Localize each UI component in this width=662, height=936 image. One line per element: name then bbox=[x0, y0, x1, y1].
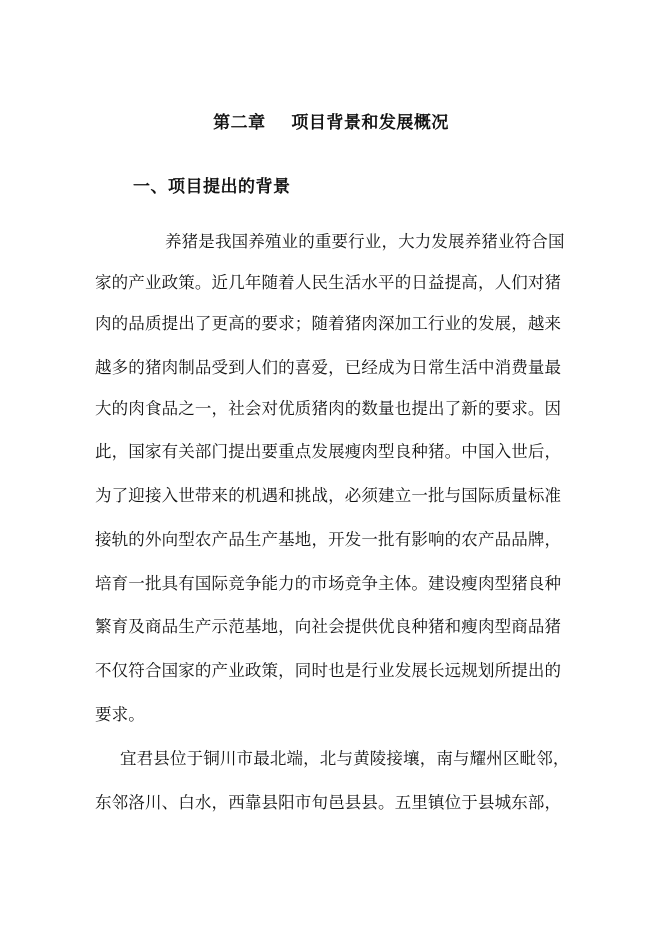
paragraph-1-line-7: 为了迎接入世带来的机遇和挑战，必须建立一批与国际质量标准 bbox=[95, 486, 562, 505]
paragraph-1-line-2: 家的产业政策。近几年随着人民生活水平的日益提高，人们对猪 bbox=[95, 273, 562, 292]
paragraph-1-line-6: 此，国家有关部门提出要重点发展瘦肉型良种猪。中国入世后， bbox=[95, 442, 562, 461]
paragraph-1-line-11: 不仅符合国家的产业政策，同时也是行业发展长远规划所提出的 bbox=[95, 661, 562, 680]
paragraph-1-line-5: 大的肉食品之一，社会对优质猪肉的数量也提出了新的要求。因 bbox=[95, 399, 562, 418]
paragraph-1-line-8: 接轨的外向型农产品生产基地，开发一批有影响的农产品品牌， bbox=[95, 530, 562, 549]
paragraph-2-line-2: 东邻洛川、白水，西靠县阳市旬邑县县。五里镇位于县城东部， bbox=[95, 793, 562, 812]
paragraph-1-line-1: 养猪是我国养殖业的重要行业，大力发展养猪业符合国 bbox=[165, 232, 565, 251]
section-heading: 一、项目提出的背景 bbox=[133, 177, 291, 197]
paragraph-1-line-4: 越多的猪肉制品受到人们的喜爱，已经成为日常生活中消费量最 bbox=[95, 358, 562, 377]
paragraph-1-line-12: 要求。 bbox=[95, 705, 145, 724]
chapter-title: 第二章 项目背景和发展概况 bbox=[213, 113, 449, 133]
paragraph-1-line-3: 肉的品质提出了更高的要求；随着猪肉深加工行业的发展，越来 bbox=[95, 314, 562, 333]
paragraph-1-line-10: 繁育及商品生产示范基地，向社会提供优良种猪和瘦肉型商品猪 bbox=[95, 617, 562, 636]
paragraph-2-line-1: 宜君县位于铜川市最北端，北与黄陵接壤，南与耀州区毗邻， bbox=[120, 749, 570, 768]
paragraph-1-line-9: 培育一批具有国际竞争能力的市场竞争主体。建设瘦肉型猪良种 bbox=[95, 574, 562, 593]
